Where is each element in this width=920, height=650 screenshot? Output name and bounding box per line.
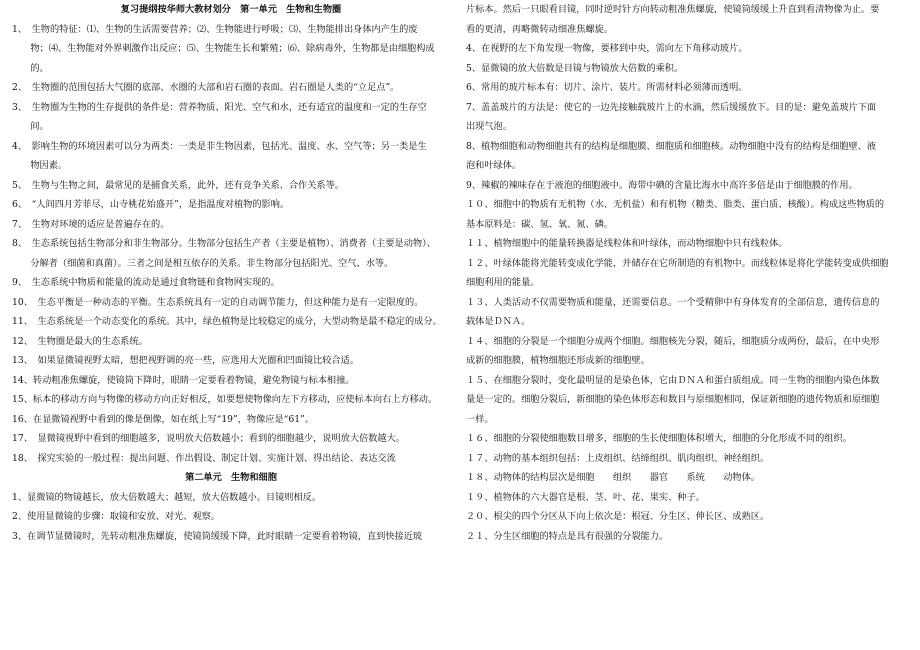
- left-text-line: 10、 生态平衡是一种动态的平衡。生态系统具有一定的自动调节能力，但这种能力是有一定限度的。: [12, 296, 424, 308]
- left-text-line: 5、 生物与生物之间，最常见的是捕食关系，此外，还有竞争关系、合作关系等。: [12, 179, 344, 191]
- left-text-line: 1、 生物的特征：⑴、生物的生活需要营养；⑵、生物能进行呼吸；⑶、生物能排出身体内产生的废: [12, 23, 418, 35]
- left-text-line: 2、 生物圈的范围包括大气圈的底部、水圈的大部和岩石圈的表面。岩石圈是人类的“立足点”。: [12, 82, 400, 93]
- right-text-line: 6、常用的玻片标本有：切片、涂片、装片。所需材料必须薄而透明。: [466, 82, 748, 93]
- left-text-line: 分解者（细菌和真菌）。三者之间是相互依存的关系。非生物部分包括阳光、空气、水等。: [12, 257, 394, 269]
- right-text-line: 片标本。然后一只眼看目镜，同时逆时针方向转动粗准焦螺旋，使镜筒缓缓上升直到看清物像为止。要: [466, 4, 880, 15]
- left-text-line: 13、 如果显微镜视野太暗，想把视野调的亮一些，应选用大光圈和凹面镜比较合适。: [12, 355, 360, 366]
- right-text-line: 量是一定的。细胞分裂后，新细胞的染色体形态和数目与原细胞相同，保证新细胞的遗传物质和原细胞: [466, 394, 880, 405]
- left-text-line: 4、 影响生物的环境因素可以分为两类：一类是非生物因素，包括光、温度、水、空气等；另一类是生: [12, 140, 427, 152]
- right-text-line: １５、在细胞分裂时，变化最明显的是染色体，它由ＤＮＡ和蛋白质组成。同一生物的细胞内染色体数: [466, 374, 880, 386]
- left-text-line: 物因素。: [12, 160, 68, 171]
- right-text-line: １８、动物体的结构层次是细胞 组织 器官 系统 动物体。: [466, 472, 760, 483]
- left-text-line: 16、在显微镜视野中看到的像是倒像，如在纸上写“19”，物像应是“61”。: [12, 413, 314, 425]
- left-text-line: 7、 生物对环境的适应是普遍存在的。: [12, 218, 170, 230]
- left-text-line: 间。: [12, 121, 49, 132]
- right-text-line: 载体是ＤＮＡ。: [466, 316, 531, 327]
- left-text-line: 的。: [12, 62, 49, 74]
- right-text-line: 5、显微镜的放大倍数是目镜与物镜放大倍数的乘积。: [466, 62, 684, 74]
- right-text-line: １９、植物体的六大器官是根、茎、叶、花、果实、种子。: [466, 491, 705, 503]
- left-text-line: 11、 生态系统是一个动态变化的系统。其中，绿色植物是比较稳定的成分，大型动物是最不稳定的成分。: [12, 316, 442, 327]
- right-text-line: １３、人类活动不仅需要物质和能量，还需要信息。一个受精卵中有身体发育的全部信息，遗传信息的: [466, 296, 880, 308]
- right-text-line: 基本原料是：碳、氢、氧、氮、磷。: [466, 218, 613, 230]
- left-text-line: 3、在调节显微镜时，先转动粗准焦螺旋，使镜筒缓缓下降，此时眼睛一定要看着物镜，直到快接近玻: [12, 530, 423, 542]
- section-heading: 复习提纲按华师大教材划分 第一单元 生物和生物圈: [120, 4, 342, 15]
- left-text-line: 6、 “人间四月芳菲尽，山寺桃花始盛开”，是指温度对植物的影响。: [12, 199, 290, 210]
- right-text-line: 8、植物细胞和动物细胞共有的结构是细胞膜、细胞质和细胞核。动物细胞中没有的结构是细胞壁、液: [466, 140, 877, 152]
- right-text-line: 一样。: [466, 413, 494, 425]
- right-text-line: 7、盖盖玻片的方法是：使它的一边先接触载玻片上的水滴，然后缓缓放下。目的是：避免盖玻片下面: [466, 101, 877, 113]
- right-text-line: １７、动物的基本组织包括：上皮组织、结缔组织、肌肉组织、神经组织。: [466, 452, 770, 464]
- right-column: [466, 0, 912, 546]
- right-text-line: 成新的细胞膜，植物细胞还形成新的细胞壁。: [466, 355, 650, 366]
- right-text-line: 9、辣椒的辣味存在于液泡的细胞液中。海带中碘的含量比海水中高许多倍是由于细胞膜的作用。: [466, 179, 858, 191]
- right-text-line: ２０、根尖的四个分区从下向上依次是：根冠、分生区、伸长区、成熟区。: [466, 511, 770, 522]
- right-text-line: １６、细胞的分裂使细胞数目增多，细胞的生长使细胞体积增大，细胞的分化形成不同的组织。: [466, 433, 852, 444]
- left-text-line: 9、 生态系统中物质和能量的流动是通过食物链和食物网实现的。: [12, 277, 280, 288]
- right-text-line: 细胞利用的能量。: [466, 277, 540, 288]
- left-text-line: 15、标本的移动方向与物像的移动方向正好相反，如要想使物像向左下方移动，应使标本向右上方移动。: [12, 394, 438, 405]
- left-text-line: 8、 生态系统包括生物部分和非生物部分。生物部分包括生产者（主要是植物）、消费者（主要是动物）、: [12, 238, 436, 249]
- right-text-line: 4、在视野的左下角发现一物像，要移到中央，需向左下角移动玻片。: [466, 43, 748, 54]
- left-text-line: 12、 生物圈是最大的生态系统。: [12, 335, 148, 347]
- right-text-line: 出现气泡。: [466, 121, 512, 132]
- left-text-line: 17、 显微镜视野中看到的细胞越多，说明放大倍数越小；看到的细胞越少，说明放大倍数越大。: [12, 433, 405, 444]
- section-heading: 第二单元 生物和细胞: [185, 472, 277, 483]
- right-text-line: １１、植物细胞中的能量转换器是线粒体和叶绿体，而动物细胞中只有线粒体。: [466, 238, 788, 249]
- right-text-line: 泡和叶绿体。: [466, 160, 522, 171]
- left-text-line: 物；⑷、生物能对外界刺激作出反应；⑸、生物能生长和繁殖；⑹、除病毒外，生物都是由细胞构成: [12, 43, 435, 54]
- right-text-line: １４、细胞的分裂是一个细胞分成两个细胞。细胞核先分裂，随后，细胞质分成两份，最后，在中央形: [466, 335, 880, 347]
- right-text-line: ２１、分生区细胞的特点是具有很强的分裂能力。: [466, 530, 669, 542]
- right-text-line: 看的更清，再略微转动细准焦螺旋。: [466, 23, 613, 35]
- right-text-line: １０、细胞中的物质有无机物（水、无机盐）和有机物（糖类、脂类、蛋白质、核酸）。构成这些物质的: [466, 199, 885, 210]
- left-text-line: 18、 探究实验的一般过程：提出问题、作出假设、制定计划、实施计划、得出结论、表达交流: [12, 452, 396, 464]
- right-text-line: １２、叶绿体能将光能转变成化学能，并储存在它所制造的有机物中。而线粒体是将化学能转变成供细胞: [466, 257, 889, 269]
- left-text-line: 1、显微镜的物镜越长，放大倍数越大；越短，放大倍数越小。目镜则相反。: [12, 491, 322, 503]
- left-text-line: 14、转动粗准焦螺旋，使镜筒下降时，眼睛一定要看着物镜，避免物镜与标本相撞。: [12, 374, 355, 386]
- left-column: [12, 0, 450, 546]
- left-text-line: 2、使用显微镜的步骤：取镜和安放、对光、观察。: [12, 511, 220, 522]
- left-text-line: 3、 生物圈为生物的生存提供的条件是：营养物质、阳光、空气和水，还有适宜的温度和一定的生存空: [12, 101, 427, 113]
